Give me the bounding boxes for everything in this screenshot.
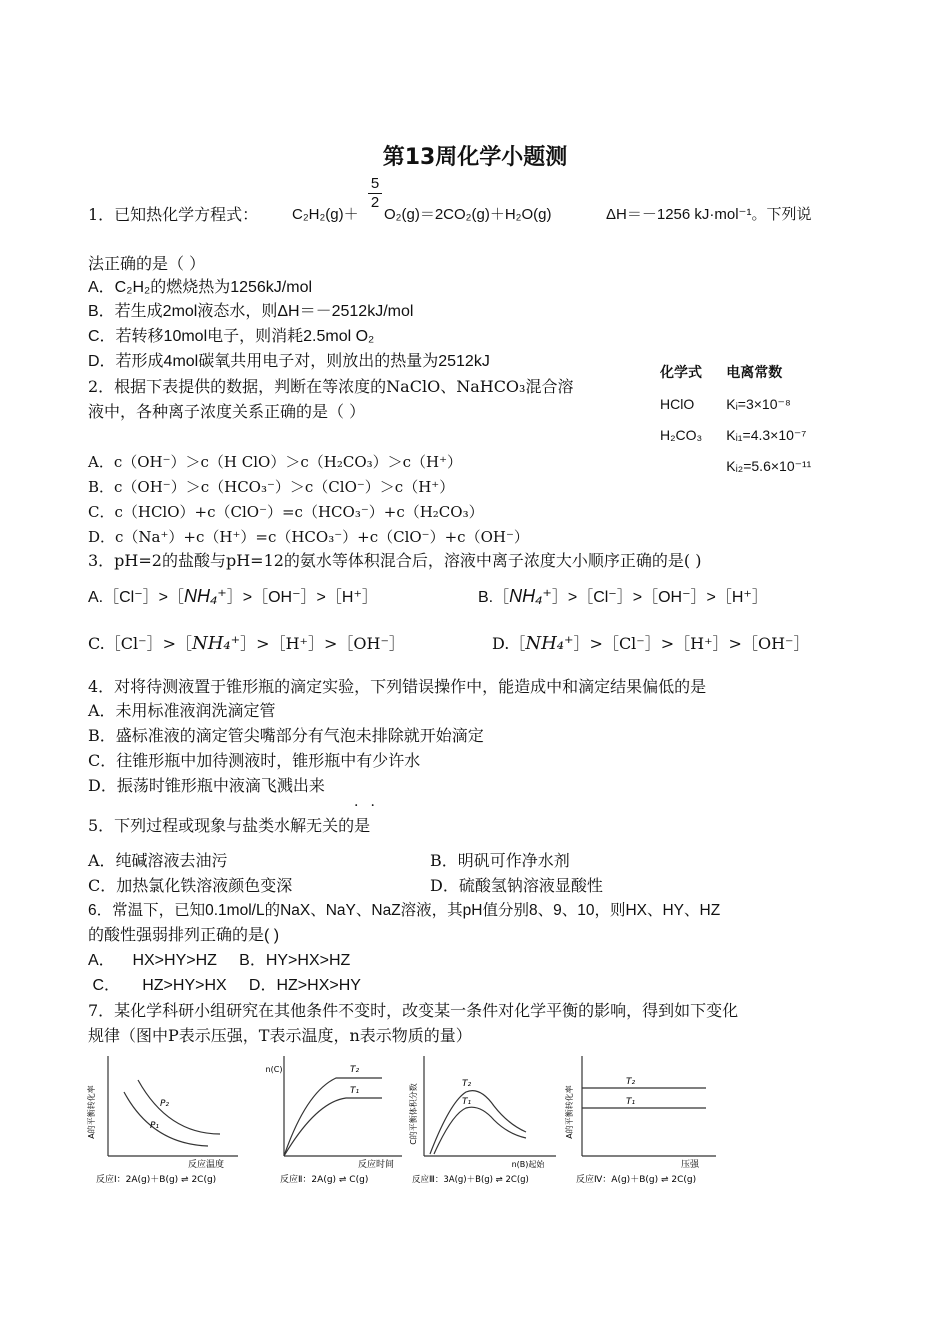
graph-1-ylabel: A的平衡转化率 <box>87 1085 96 1139</box>
q3-option-d <box>492 634 809 654</box>
graph-2-ylabel: n(C) <box>265 1065 283 1074</box>
graph-1-xlabel: 反应温度 <box>187 1160 225 1170</box>
q2-option-d: D．c（Na⁺）+c（H⁺）=c（HCO₃⁻）+c（ClO⁻）+c（OH⁻） <box>88 528 529 546</box>
q5-option-a: A．纯碱溶液去油污 <box>88 851 228 870</box>
q1-option-a: A．C₂H₂的燃烧热为1256kJ/mol <box>88 279 313 296</box>
q3-option-b-start: B.［ <box>478 589 510 606</box>
q5-stem: 5．下列过程或现象与盐类水解无关的是 <box>88 816 371 835</box>
graph-1-curve-label-p1: P₁ <box>150 1121 160 1131</box>
ammonium-ion: NH₄⁺ <box>525 633 574 654</box>
graph-4-ylabel: A的平衡转化率 <box>565 1085 574 1139</box>
q2-option-c: C．c（HClO）+c（ClO⁻）=c（HCO₃⁻）+c（H₂CO₃） <box>88 503 484 521</box>
q1-stem-end: 法正确的是（ ） <box>88 254 206 273</box>
q3-option-c-end: ］>［H⁺］>［OH⁻］ <box>240 634 405 653</box>
ammonium-ion: NH₄⁺ <box>184 586 227 606</box>
q5-option-d: D．硫酸氢钠溶液显酸性 <box>430 876 603 895</box>
graph-2-curve-label-t2: T₂ <box>350 1065 360 1075</box>
graph-2-curve-label-t1: T₁ <box>350 1086 360 1096</box>
graph-3-ylabel: C的平衡体积分数 <box>409 1083 418 1145</box>
q2-option-a: A．c（OH⁻）＞c（H ClO）＞c（H₂CO₃）＞c（H⁺） <box>88 453 463 471</box>
graph-3-xlabel: n(B)起始 <box>511 1160 545 1169</box>
q2-stem-start: 2．根据下表提供的数据，判断在等浓度的NaClO、NaHCO₃混合溶 <box>88 377 574 396</box>
ammonium-ion: NH₄⁺ <box>509 586 552 606</box>
q3-option-d-start: D.［ <box>492 634 526 653</box>
graph-1-curve-label-p2: P₂ <box>160 1099 170 1109</box>
q3-option-a-start: A.［Cl⁻］>［ <box>88 589 185 606</box>
graph-4-caption: 反应Ⅳ：A(g)＋B(g) ⇌ 2C(g) <box>576 1175 697 1185</box>
table-row <box>660 396 835 427</box>
q1-equation-left: C₂H₂(g)＋ <box>292 206 359 223</box>
q1-equation-right: O₂(g)＝2CO₂(g)＋H₂O(g) <box>384 206 552 223</box>
q4-option-b: B．盛标准液的滴定管尖嘴部分有气泡未排除就开始滴定 <box>88 726 484 745</box>
q3-option-a <box>88 586 378 608</box>
q7-stem-start: 7．某化学科研小组研究在其他条件不变时，改变某一条件对化学平衡的影响，得到如下变化 <box>88 1001 739 1020</box>
emphasis-dots: ·· <box>354 798 387 814</box>
q1-fraction-numerator: 5 <box>370 175 380 192</box>
graph-reaction-2 <box>266 1052 406 1190</box>
q5-option-b: B．明矾可作净水剂 <box>430 851 570 870</box>
q4-option-c: C．往锥形瓶中加待测液时，锥形瓶中有少许水 <box>88 751 421 770</box>
q3-option-a-end: ］>［OH⁻］>［H⁺］ <box>226 589 378 606</box>
q1-option-d: D．若形成4mol碳氧共用电子对，则放出的热量为2512kJ <box>88 353 490 370</box>
graph-4-xlabel: 压强 <box>680 1160 700 1170</box>
table-cell-constant: Kᵢ₁=4.3×10⁻⁷ <box>726 427 807 443</box>
table-header-formula: 化学式 <box>660 364 702 380</box>
graph-3-curve-label-t2: T₂ <box>462 1079 472 1089</box>
q6-options-ab: A． HX>HY>HZ B．HY>HX>HZ <box>88 952 351 969</box>
graph-reaction-1 <box>88 1052 248 1190</box>
page-title: 第13周化学小题测 <box>382 145 568 170</box>
q4-option-a: A．未用标准液润洗滴定管 <box>88 701 276 720</box>
q1-option-b: B．若生成2mol液态水，则ΔH＝－2512kJ/mol <box>88 303 414 320</box>
table-cell-formula: HClO <box>660 396 695 412</box>
graph-2-xlabel: 反应时间 <box>357 1160 395 1170</box>
graph-3-curve-label-t1: T₁ <box>462 1097 472 1107</box>
q1-fraction-denominator: 2 <box>370 194 380 211</box>
q2-stem-end: 液中，各种离子浓度关系正确的是（ ） <box>88 402 366 421</box>
q1-stem-start: 1．已知热化学方程式： <box>88 205 259 224</box>
q3-option-c <box>88 634 405 654</box>
q7-stem-end: 规律（图中P表示压强，T表示温度，n表示物质的量） <box>88 1026 472 1045</box>
q6-options-cd: C． HZ>HY>HX D．HZ>HX>HY <box>88 977 361 994</box>
graph-2-caption: 反应Ⅱ：2A(g) ⇌ C(g) <box>280 1175 369 1185</box>
graph-reaction-4 <box>566 1052 722 1190</box>
q6-stem-end: 的酸性强弱排列正确的是( ) <box>88 927 280 944</box>
table-row <box>660 458 835 489</box>
table-cell-constant: Kᵢ₂=5.6×10⁻¹¹ <box>726 458 812 474</box>
table-cell-formula: H₂CO₃ <box>660 427 703 443</box>
table-cell-formula <box>660 458 726 489</box>
q1-fraction <box>368 176 382 211</box>
ammonium-ion: NH₄⁺ <box>191 633 241 654</box>
q4-stem: 4．对将待测液置于锥形瓶的滴定实验，下列错误操作中，能造成中和滴定结果偏低的是 <box>88 677 707 696</box>
graph-4-curve-label-t1: T₁ <box>626 1097 636 1107</box>
graph-4-curve-label-t2: T₂ <box>626 1077 636 1087</box>
table-row <box>660 427 835 458</box>
graph-3-caption: 反应Ⅲ：3A(g)＋B(g) ⇌ 2C(g) <box>412 1175 529 1185</box>
q6-stem-start: 6．常温下，已知0.1mol/L的NaX、NaY、NaZ溶液，其pH值分别8、9、10，则HX、HY、HZ <box>88 902 721 919</box>
q3-option-d-end: ］>［Cl⁻］>［H⁺］>［OH⁻］ <box>573 634 810 653</box>
q5-option-c: C．加热氯化铁溶液颜色变深 <box>88 876 293 895</box>
ionization-constant-table <box>660 362 835 489</box>
table-cell-constant: Kᵢ=3×10⁻⁸ <box>726 396 791 412</box>
q4-option-d: D．振荡时锥形瓶中液滴飞溅出来 <box>88 776 325 795</box>
q2-option-b: B．c（OH⁻）＞c（HCO₃⁻）＞c（ClO⁻）＞c（H⁺） <box>88 478 455 496</box>
q3-option-c-start: C.［Cl⁻］>［ <box>88 634 192 653</box>
q3-option-b <box>478 586 768 608</box>
q3-stem: 3．pH=2的盐酸与pH=12的氨水等体积混合后，溶液中离子浓度大小顺序正确的是( ) <box>88 551 702 570</box>
table-header-constant: 电离常数 <box>726 364 783 380</box>
graph-1-caption: 反应Ⅰ：2A(g)＋B(g) ⇌ 2C(g) <box>96 1175 217 1185</box>
q1-enthalpy: ΔH＝－1256 kJ·mol⁻¹。下列说 <box>606 206 812 223</box>
table-header-row <box>660 362 835 396</box>
q3-option-b-end: ］>［Cl⁻］>［OH⁻］>［H⁺］ <box>551 589 768 606</box>
q1-option-c: C．若转移10mol电子，则消耗2.5mol O₂ <box>88 328 375 345</box>
graph-reaction-3 <box>410 1052 560 1190</box>
